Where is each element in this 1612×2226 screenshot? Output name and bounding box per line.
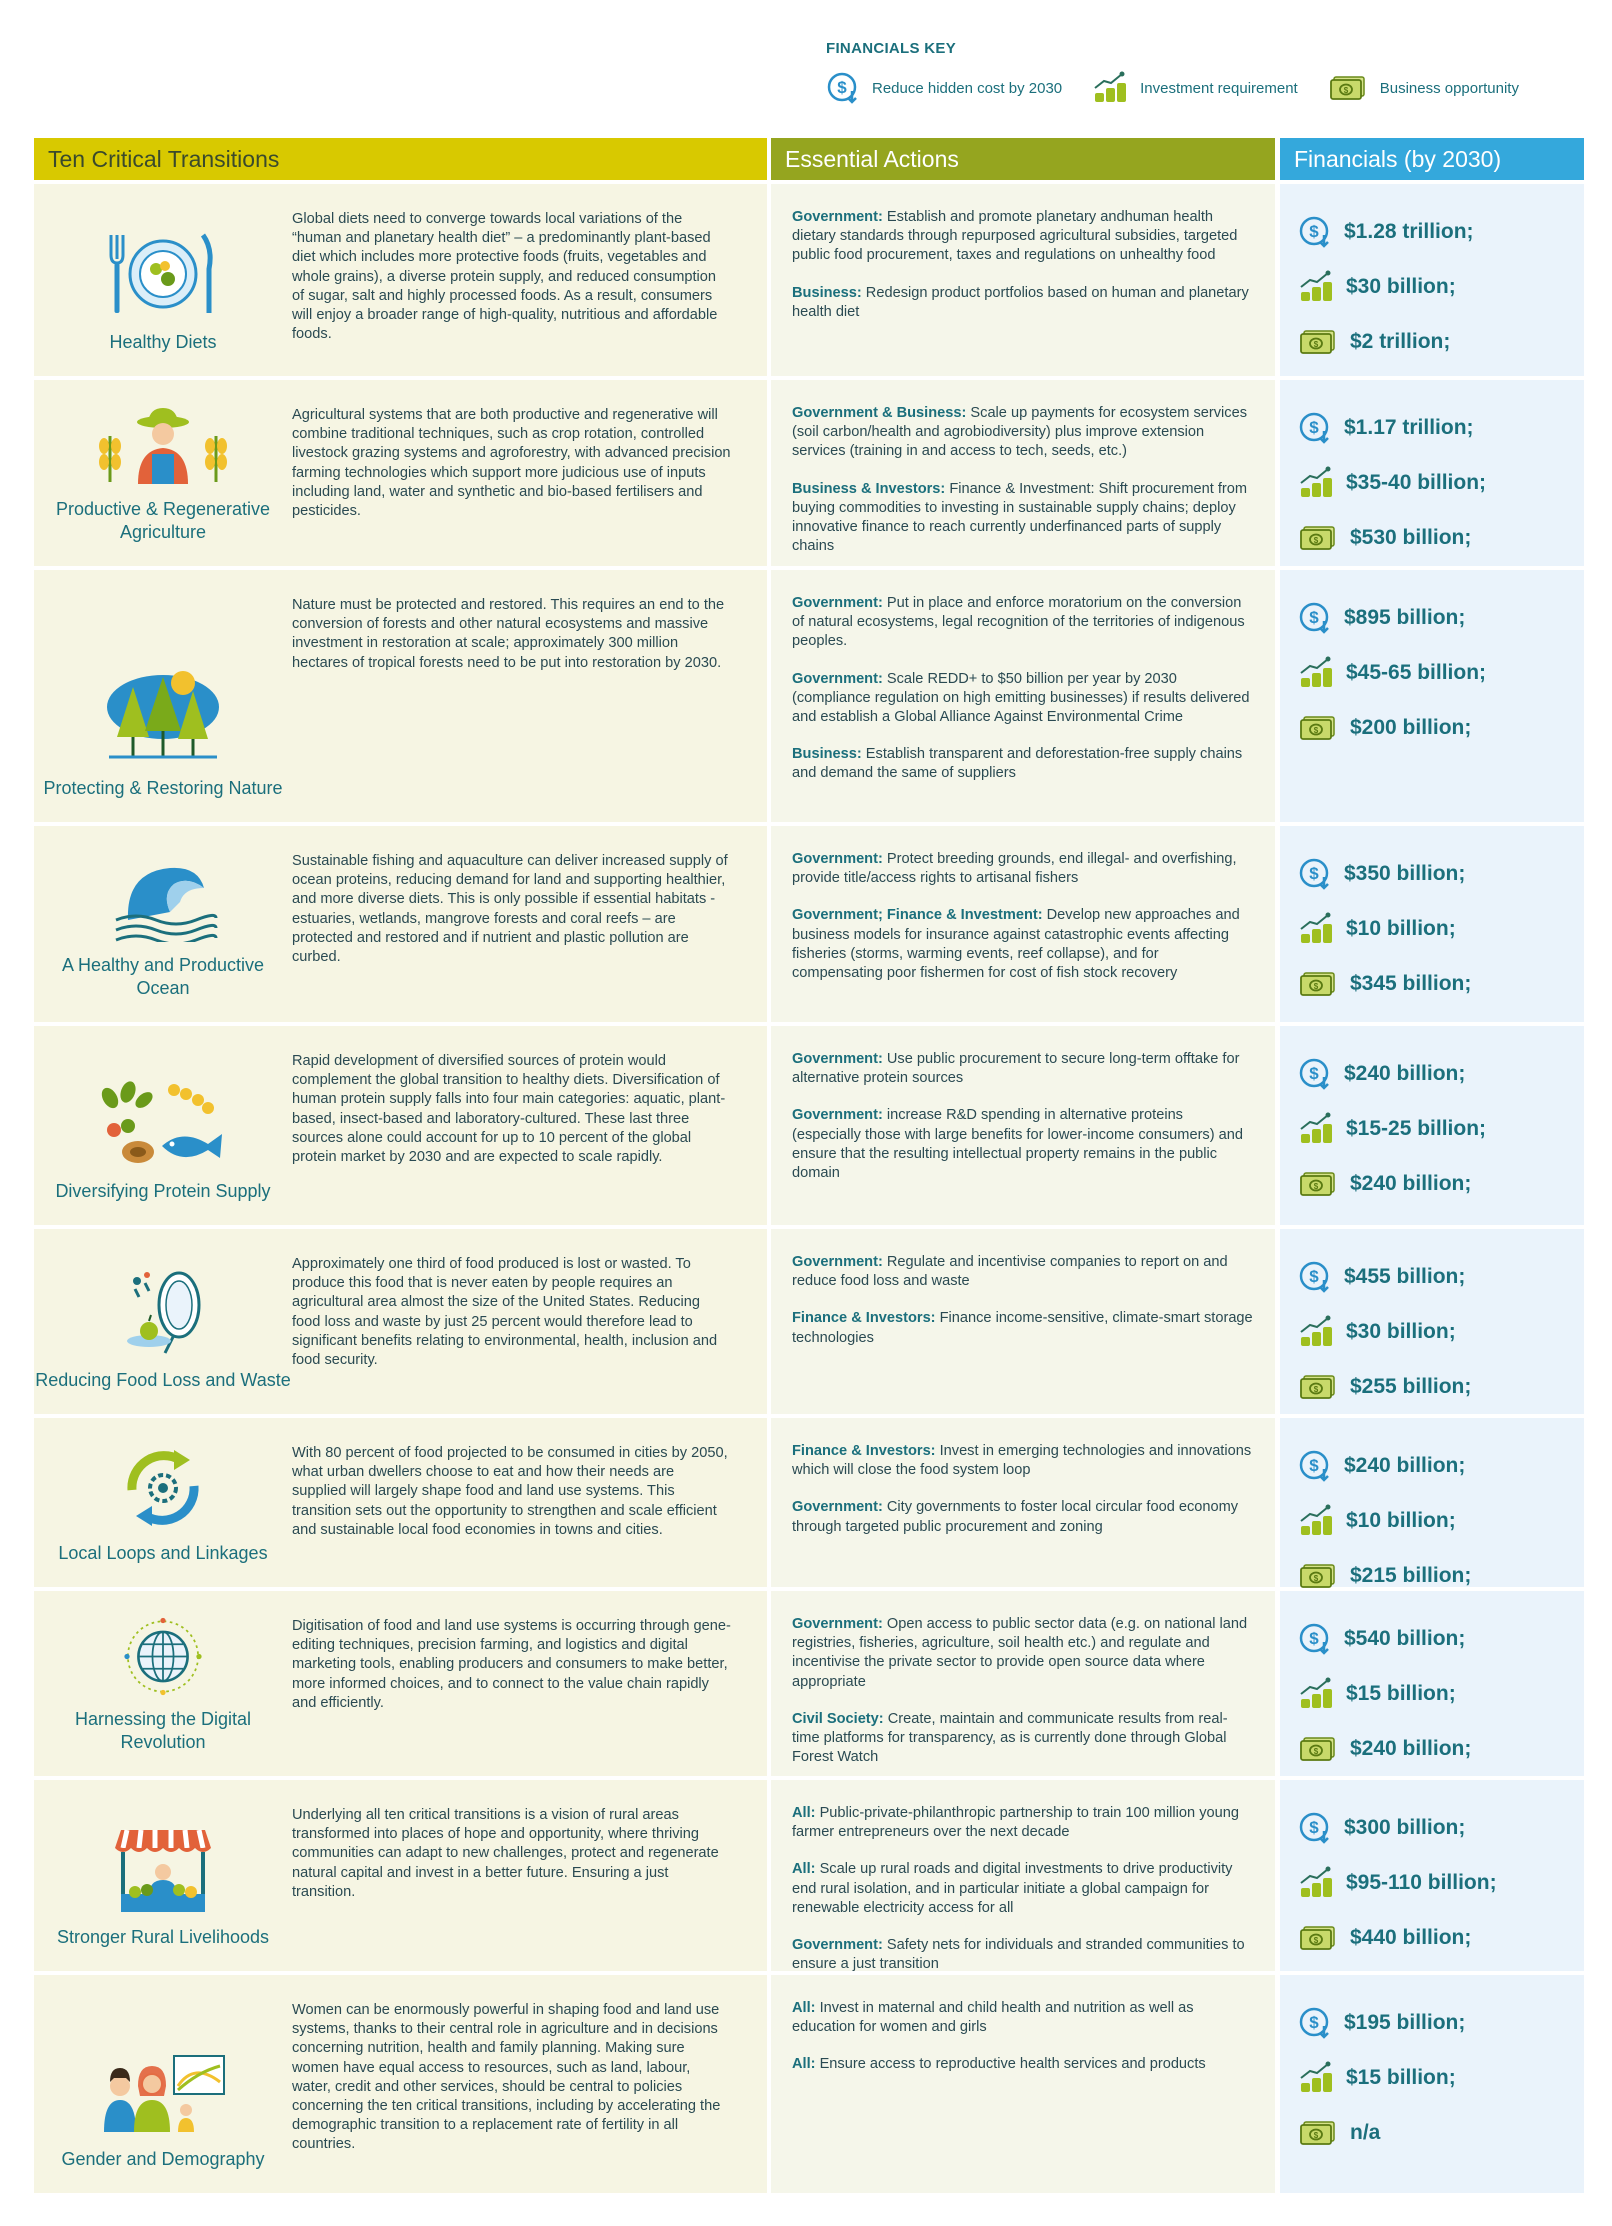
transition-icon-wrap (34, 1617, 292, 1758)
coins-growth-icon (1298, 656, 1334, 690)
transition-cell (34, 826, 767, 1022)
header-financials: Financials (by 2030) (1280, 138, 1584, 180)
svg-text:$: $ (1343, 86, 1348, 95)
header-transitions: Ten Critical Transitions (34, 138, 767, 180)
table-row (34, 180, 1584, 376)
action-item: Government: Use public procurement to secure long-term offtake for alternative protein sources (792, 1051, 1240, 1087)
actions-cell (771, 1591, 1275, 1776)
financial-item: $15-25 billion; (1298, 1101, 1584, 1156)
dollar-down-icon (826, 71, 860, 105)
key-label: Business opportunity (1379, 79, 1519, 97)
svg-text:$: $ (1309, 1266, 1319, 1286)
digital-globe-icon (118, 1617, 208, 1696)
action-item: Business: Redesign product portfolios based on human and planetary health diet (792, 284, 1249, 320)
financial-item: $30 billion; (1298, 259, 1584, 314)
banknote-icon (1298, 1923, 1338, 1953)
transition-icon-wrap (34, 1052, 292, 1207)
action-item: Government: Protect breeding grounds, end illegal- and overfishing, provide title/access rights to artisanal fishers (792, 851, 1237, 887)
transition-description: Underlying all ten critical transitions is a vision of rural areas transformed into places of hope and opportunity, where thriving communities can adapt to new challenges, protect and regenerate natural capital and invest in a better future. Ensuring a just transition. (292, 1807, 719, 1900)
coins-growth-icon (1298, 270, 1334, 304)
coins-growth-icon (1298, 1504, 1334, 1538)
svg-text:$: $ (1313, 1746, 1319, 1756)
key-item-investment (1092, 71, 1298, 105)
svg-text:$: $ (1309, 2012, 1319, 2032)
banknote-icon (1298, 327, 1338, 357)
financial-item: $ $240 billion; (1298, 1046, 1584, 1101)
table-row (34, 1776, 1584, 1971)
key-row (826, 71, 1586, 105)
svg-text:$: $ (1313, 1384, 1319, 1394)
header-actions: Essential Actions (771, 138, 1275, 180)
financials-cell (1280, 1418, 1584, 1587)
key-title: FINANCIALS KEY (826, 40, 957, 57)
svg-text:$: $ (1313, 2130, 1319, 2140)
action-item: All: Scale up rural roads and digital investments to drive productivity end rural isolation, and in particular initiate a global campaign for renewable electricity access for all (792, 1861, 1233, 1916)
coins-growth-icon (1298, 912, 1334, 946)
protein-sources-icon (98, 1078, 228, 1168)
financial-item: $ $350 billion; (1298, 846, 1584, 901)
financial-item: $ $215 billion; (1298, 1548, 1584, 1603)
transition-cell (34, 1026, 767, 1225)
action-item: Government: Regulate and incentivise companies to report on and reduce food loss and waste (792, 1254, 1228, 1290)
transition-name: Gender and Demography (61, 2149, 265, 2169)
svg-text:$: $ (837, 78, 847, 97)
svg-text:$: $ (1309, 607, 1319, 627)
transition-name: Harnessing the Digital Revolution (74, 1709, 252, 1752)
transition-name: Diversifying Protein Supply (55, 1181, 271, 1201)
banknote-icon (1298, 1372, 1338, 1402)
banknote-icon (1298, 1734, 1338, 1764)
financial-item: $45-65 billion; (1298, 645, 1584, 700)
plate-cutlery-icon (103, 229, 223, 319)
transition-description: Rapid development of diversified sources of protein would complement the global transition to healthy diets. Diversification of human protein supply falls into four main categories: aquatic, plant-based, insect-based and laboratory-cultured. These last three sources alone could account for up to 10 percent of the global protein market by 2030 and are expected to scale rapidly. (292, 1053, 726, 1166)
transition-cell (34, 570, 767, 822)
action-item: Government: City governments to foster local circular food economy through targeted public procurement and zoning (792, 1499, 1239, 1535)
transition-cell (34, 1591, 767, 1776)
financial-item: $ $440 billion; (1298, 1910, 1584, 1965)
financial-item: $ n/a (1298, 2105, 1584, 2160)
actions-cell (771, 1418, 1275, 1587)
table-row (34, 566, 1584, 822)
financial-item: $30 billion; (1298, 1304, 1584, 1359)
key-item-reduce-cost (826, 71, 1062, 105)
dollar-down-icon (1298, 1449, 1332, 1483)
transition-description: Sustainable fishing and aquaculture can deliver increased supply of ocean proteins, reducing demand for land and supporting healthier, and more diverse diets. This is only possible if essential habitats - estuaries, wetlands, mangrove forests and coral reefs – are protected and restored and if nutrient and plastic pollution are curbed. (292, 853, 728, 966)
financials-cell (1280, 1229, 1584, 1414)
table-row (34, 1225, 1584, 1414)
financial-item: $ $455 billion; (1298, 1249, 1584, 1304)
transition-cell (34, 380, 767, 566)
key-label: Reduce hidden cost by 2030 (872, 79, 1063, 97)
transition-icon-wrap (34, 210, 292, 358)
financials-key (826, 40, 1586, 105)
key-label: Investment requirement (1140, 79, 1298, 97)
financial-item: $95-110 billion; (1298, 1855, 1584, 1910)
financial-item: $ $300 billion; (1298, 1800, 1584, 1855)
transition-icon-wrap (34, 406, 292, 548)
table-header (34, 138, 1584, 180)
actions-cell (771, 1975, 1275, 2193)
transition-description: With 80 percent of food projected to be consumed in cities by 2050, what urban dwellers choose to eat and how their needs are supplied will largely shape food and land use systems. This transition sets out the opportunity to strengthen and scale efficient and sustainable local food economies in towns and cities. (292, 1445, 728, 1538)
action-item: Business & Investors: Finance & Investment: Shift procurement from buying commodities to investing in sustainable supply chains; deploy innovative finance to reach currently underfinanced parts of supply chains (792, 480, 1248, 555)
transition-cell (34, 1975, 767, 2193)
action-item: Government & Business: Scale up payments for ecosystem services (soil carbon/health and agrobiodiversity) plus improve extension services (training in and access to tech, seeds, etc.) (792, 405, 1247, 460)
action-item: Business: Establish transparent and deforestation-free supply chains and demand the same of suppliers (792, 746, 1243, 782)
svg-text:$: $ (1309, 863, 1319, 883)
financial-item: $ $255 billion; (1298, 1359, 1584, 1414)
dollar-down-icon (1298, 857, 1332, 891)
table-row (34, 376, 1584, 566)
banknote-icon (1328, 73, 1368, 103)
financial-item: $15 billion; (1298, 1666, 1584, 1721)
transition-icon-wrap (34, 1255, 292, 1396)
transition-description: Global diets need to converge towards local variations of the “human and planetary health diet” – a predominantly plant-based diet which includes more protective foods (fruits, vegetables and whole grains), a diverse protein supply, and reduced consumption of sugar, salt and highly processed foods. As a result, consumers will enjoy a broader range of high-quality, nutritious and affordable foods. (292, 211, 718, 343)
svg-text:$: $ (1309, 221, 1319, 241)
actions-cell (771, 1780, 1275, 1971)
banknote-icon (1298, 2118, 1338, 2148)
transition-description: Approximately one third of food produced is lost or wasted. To produce this food that is never eaten by people requires an agricultural area almost the size of the United States. Reducing food loss and waste by just 25 percent would therefore lead to significant benefits relating to environmental, health, inclusion and food security. (292, 1256, 718, 1369)
financial-item: $ $345 billion; (1298, 956, 1584, 1011)
financial-item: $ $1.28 trillion; (1298, 204, 1584, 259)
svg-text:$: $ (1313, 1935, 1319, 1945)
financial-item: $ $540 billion; (1298, 1611, 1584, 1666)
svg-text:$: $ (1313, 535, 1319, 545)
transition-cell (34, 184, 767, 376)
action-item: Civil Society: Create, maintain and communicate results from real-time platforms for transparency, as is currently done through Global Forest Watch (792, 1710, 1228, 1766)
action-item: All: Invest in maternal and child health and nutrition as well as education for women and girls (792, 2000, 1194, 2036)
banknote-icon (1298, 523, 1338, 553)
transition-cell (34, 1418, 767, 1587)
banknote-icon (1298, 969, 1338, 999)
dollar-down-icon (1298, 411, 1332, 445)
coins-growth-icon (1298, 1315, 1334, 1349)
svg-text:$: $ (1309, 417, 1319, 437)
action-item: Finance & Investors: Invest in emerging technologies and innovations which will close the food system loop (792, 1443, 1252, 1479)
financial-item: $ $530 billion; (1298, 510, 1584, 565)
transition-cell (34, 1780, 767, 1971)
transition-name: Healthy Diets (109, 332, 217, 352)
farmer-wheat-icon (98, 406, 228, 486)
transition-name: Local Loops and Linkages (58, 1543, 268, 1563)
svg-text:$: $ (1309, 1063, 1319, 1083)
svg-text:$: $ (1313, 1573, 1319, 1583)
transition-name: Stronger Rural Livelihoods (56, 1927, 270, 1947)
svg-text:$: $ (1309, 1455, 1319, 1475)
table-row (34, 1022, 1584, 1225)
banknote-icon (1298, 1561, 1338, 1591)
coins-growth-icon (1298, 1112, 1334, 1146)
transition-icon-wrap (34, 596, 292, 804)
actions-cell (771, 380, 1275, 566)
actions-cell (771, 1229, 1275, 1414)
financials-cell (1280, 570, 1584, 822)
action-item: Government: Put in place and enforce moratorium on the conversion of natural ecosystems, legal recognition of the territories of indigenous peoples. (792, 595, 1245, 650)
transition-cell (34, 1229, 767, 1414)
financials-cell (1280, 1975, 1584, 2193)
transition-icon-wrap (34, 1444, 292, 1569)
transition-description: Nature must be protected and restored. This requires an end to the conversion of forests and other natural ecosystems and massive investment in restoration at scale; approximately 300 million hectares of tropical forests need to be put into restoration by 2030. (292, 597, 725, 671)
actions-cell (771, 826, 1275, 1022)
table-row (34, 1414, 1584, 1587)
coins-growth-icon (1092, 71, 1128, 105)
dollar-down-icon (1298, 601, 1332, 635)
family-chart-icon (98, 2052, 228, 2136)
action-item: Government: Establish and promote planetary andhuman health dietary standards through repurposed agricultural subsidies, targeted public food procurement, taxes and regulations on unhealthy food (792, 209, 1238, 264)
svg-text:$: $ (1313, 1181, 1319, 1191)
transition-icon-wrap (34, 1806, 292, 1953)
financial-item: $ $200 billion; (1298, 700, 1584, 755)
dollar-down-icon (1298, 215, 1332, 249)
transition-name: Protecting & Restoring Nature (43, 778, 283, 798)
coins-growth-icon (1298, 466, 1334, 500)
svg-text:$: $ (1309, 1628, 1319, 1648)
table-row (34, 1587, 1584, 1776)
financials-cell (1280, 1591, 1584, 1776)
action-item: All: Public-private-philanthropic partnership to train 100 million young farmer entrepreneurs over the next decade (792, 1805, 1239, 1841)
key-item-business (1328, 73, 1519, 103)
transition-description: Digitisation of food and land use systems is occurring through gene-editing techniques, precision farming, and logistics and digital marketing tools, enabling producers and consumers to make better, more informed choices, and to connect to the value chain rapidly and efficiently. (292, 1618, 731, 1711)
financial-item: $15 billion; (1298, 2050, 1584, 2105)
financial-item: $ $240 billion; (1298, 1438, 1584, 1493)
transition-name: Productive & Regenerative Agriculture (55, 499, 271, 542)
financial-item: $10 billion; (1298, 1493, 1584, 1548)
action-item: Government: Open access to public sector data (e.g. on national land registries, fisheries, agriculture, soil health etc.) and regulate and incentivise the private sector to provide open source data where appropriate (792, 1616, 1248, 1690)
action-item: Government: increase R&D spending in alternative proteins (especially those with large benefits for lower-income consumers) and ensure that the resulting intellectual property remains in the public domain (792, 1107, 1243, 1182)
banknote-icon (1298, 713, 1338, 743)
table-row (34, 1971, 1584, 2193)
dollar-down-icon (1298, 1622, 1332, 1656)
dollar-down-icon (1298, 1811, 1332, 1845)
actions-cell (771, 1026, 1275, 1225)
action-item: Government: Safety nets for individuals and stranded communities to ensure a just transition (792, 1937, 1245, 1973)
financial-item: $ $240 billion; (1298, 1721, 1584, 1776)
svg-text:$: $ (1309, 1817, 1319, 1837)
action-item: Government; Finance & Investment: Develop new approaches and business models for insurance against catastrophic events affecting fisheries (storms, warming events, reef collapse), and for compensating poor fishermen for cost of fish stock recovery (792, 907, 1240, 982)
action-item: Government: Scale REDD+ to $50 billion per year by 2030 (compliance regulation on high emitting businesses) if results delivered and establish a Global Alliance Against Environmental Crime (792, 670, 1250, 726)
table-row (34, 822, 1584, 1022)
transition-description: Women can be enormously powerful in shaping food and land use systems, thanks to their central role in agriculture and in decisions concerning nutrition, health and family planning. Making sure women have equal access to resources, such as land, labour, water, credit and other services, should be central to policies concerning the ten critical transitions, including by accelerating the demographic transition to a replacement rate of fertility in all countries. (292, 2002, 721, 2153)
circular-loop-icon (118, 1446, 208, 1530)
financial-item: $10 billion; (1298, 901, 1584, 956)
svg-text:$: $ (1313, 725, 1319, 735)
financials-cell (1280, 1026, 1584, 1225)
banknote-icon (1298, 1169, 1338, 1199)
financial-item: $ $240 billion; (1298, 1156, 1584, 1211)
action-item: Finance & Investors: Finance income-sensitive, climate-smart storage technologies (792, 1310, 1253, 1346)
forest-trees-icon (103, 665, 223, 765)
transitions-table (34, 138, 1584, 2193)
dollar-down-icon (1298, 1260, 1332, 1294)
financials-cell (1280, 380, 1584, 566)
action-item: All: Ensure access to reproductive health services and products (792, 2056, 1206, 2073)
financials-cell (1280, 184, 1584, 376)
financial-item: $ $1.17 trillion; (1298, 400, 1584, 455)
svg-text:$: $ (1313, 981, 1319, 991)
actions-cell (771, 184, 1275, 376)
coins-growth-icon (1298, 1677, 1334, 1711)
transition-description: Agricultural systems that are both productive and regenerative will combine traditional techniques, such as crop rotation, controlled livestock grazing systems and agroforestry, with advanced precision farming technologies which support more judicious use of inputs including land, water and synthetic and bio-based fertilisers and pesticides. (292, 407, 731, 520)
market-stall-icon (113, 1824, 213, 1914)
transition-icon-wrap (34, 852, 292, 1004)
financial-item: $ $895 billion; (1298, 590, 1584, 645)
transition-name: Reducing Food Loss and Waste (35, 1370, 291, 1390)
financial-item: $ $2 trillion; (1298, 314, 1584, 369)
coins-growth-icon (1298, 1866, 1334, 1900)
transition-icon-wrap (34, 2001, 292, 2175)
svg-text:$: $ (1313, 339, 1319, 349)
financial-item: $ $195 billion; (1298, 1995, 1584, 2050)
dollar-down-icon (1298, 1057, 1332, 1091)
dollar-down-icon (1298, 2006, 1332, 2040)
transition-name: A Healthy and Productive Ocean (61, 955, 265, 998)
ocean-wave-icon (108, 862, 218, 942)
actions-cell (771, 570, 1275, 822)
coins-growth-icon (1298, 2061, 1334, 2095)
financials-cell (1280, 826, 1584, 1022)
food-waste-icon (113, 1267, 213, 1357)
financial-item: $35-40 billion; (1298, 455, 1584, 510)
financials-cell (1280, 1780, 1584, 1971)
